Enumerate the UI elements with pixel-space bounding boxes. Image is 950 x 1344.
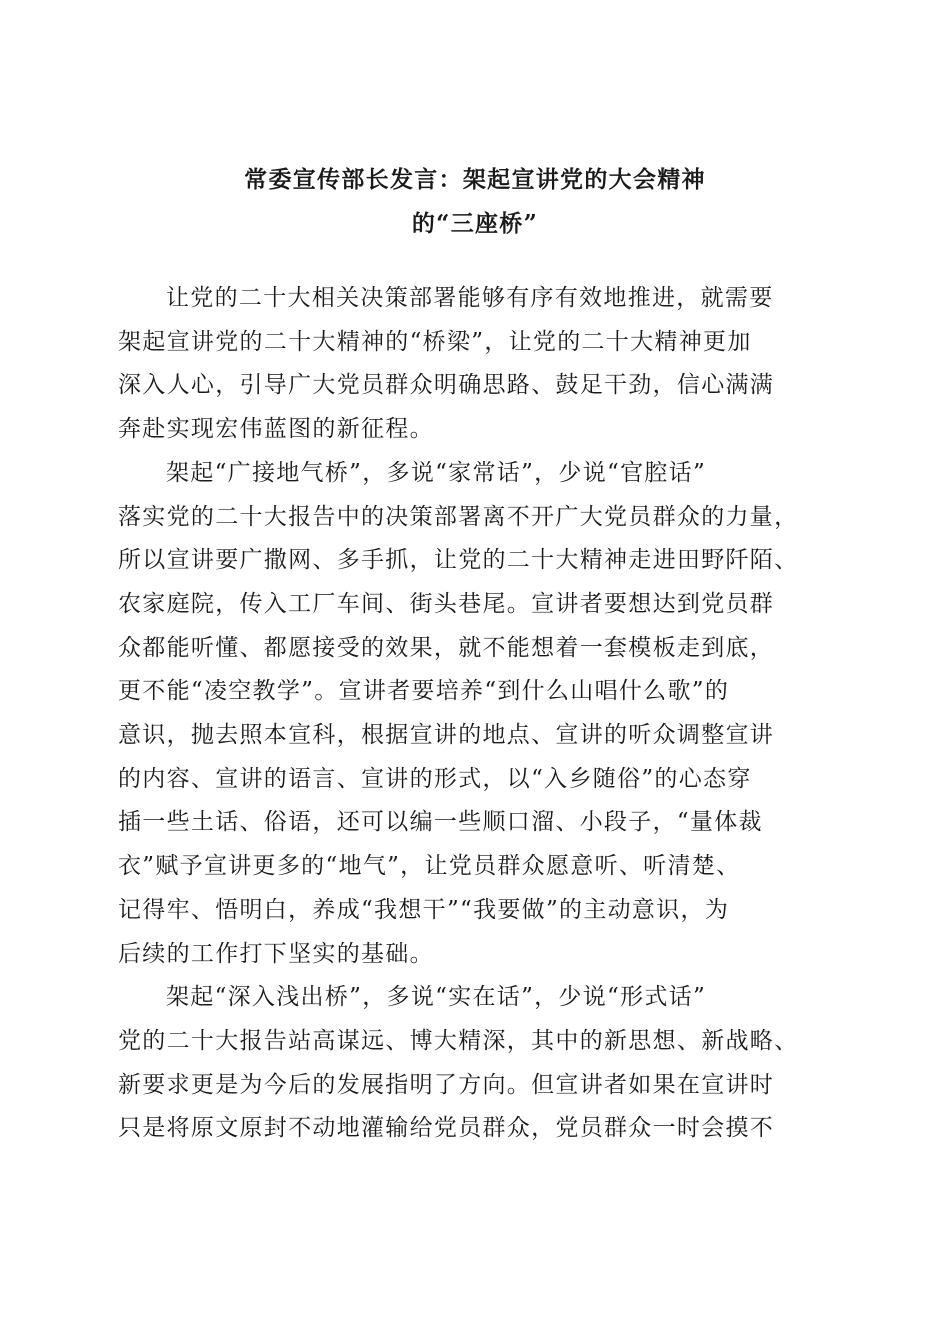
text-line: 奔赴实现宏伟蓝图的新征程。 bbox=[118, 416, 434, 443]
document-body bbox=[118, 277, 838, 1151]
paragraph-1 bbox=[118, 277, 838, 452]
title-line-1: 常委宣传部长发言：架起宣讲党的大会精神 bbox=[244, 166, 706, 194]
text-line: 农家庭院，传入工厂车间、街头巷尾。宣讲者要想达到党员群 bbox=[118, 590, 775, 617]
text-line: 新要求更是为今后的发展指明了方向。但宣讲者如果在宣讲时 bbox=[118, 1071, 775, 1098]
section-heading-line: 架起“广接地气桥”，多说“家常话”，少说“官腔话” bbox=[166, 459, 707, 486]
section-heading-line: 架起“深入浅出桥”，多说“实在话”，少说“形式话” bbox=[166, 984, 707, 1011]
text-line: 只是将原文原封不动地灌输给党员群众，党员群众一时会摸不 bbox=[118, 1115, 775, 1142]
text-line: 落实党的二十大报告中的决策部署离不开广大党员群众的力量， bbox=[118, 503, 799, 530]
paragraph-2 bbox=[118, 452, 838, 976]
text-line: 架起宣讲党的二十大精神的“桥梁”，让党的二十大精神更加 bbox=[118, 328, 752, 355]
text-line: 众都能听懂、都愿接受的效果，就不能想着一套模板走到底， bbox=[118, 634, 775, 661]
text-line: 更不能“凌空教学”。宣讲者要培养“到什么山唱什么歌”的 bbox=[118, 678, 730, 705]
text-line: 深入人心，引导广大党员群众明确思路、鼓足干劲，信心满满 bbox=[118, 372, 775, 399]
text-line: 所以宣讲要广撒网、多手抓，让党的二十大精神走进田野阡陌、 bbox=[118, 547, 799, 574]
text-line: 记得牢、悟明白，养成“我想干”“我要做”的主动意识，为 bbox=[118, 896, 730, 923]
text-line: 衣”赋予宣讲更多的“地气”，让党员群众愿意听、听清楚、 bbox=[118, 853, 741, 880]
title-line-2: 的“三座桥” bbox=[411, 209, 539, 237]
text-line: 让党的二十大相关决策部署能够有序有效地推进，就需要 bbox=[166, 285, 774, 311]
text-line: 意识，抛去照本宣科，根据宣讲的地点、宣讲的听众调整宣讲 bbox=[118, 722, 775, 749]
text-line: 后续的工作打下坚实的基础。 bbox=[118, 940, 434, 967]
paragraph-3 bbox=[118, 976, 838, 1151]
text-line: 插一些土话、俗语，还可以编一些顺口溜、小段子，“量体裁 bbox=[118, 809, 763, 836]
text-line: 党的二十大报告站高谋远、博大精深，其中的新思想、新战略、 bbox=[118, 1027, 799, 1054]
text-line: 的内容、宣讲的语言、宣讲的形式，以“入乡随俗”的心态穿 bbox=[118, 765, 752, 792]
document-title bbox=[0, 158, 950, 245]
